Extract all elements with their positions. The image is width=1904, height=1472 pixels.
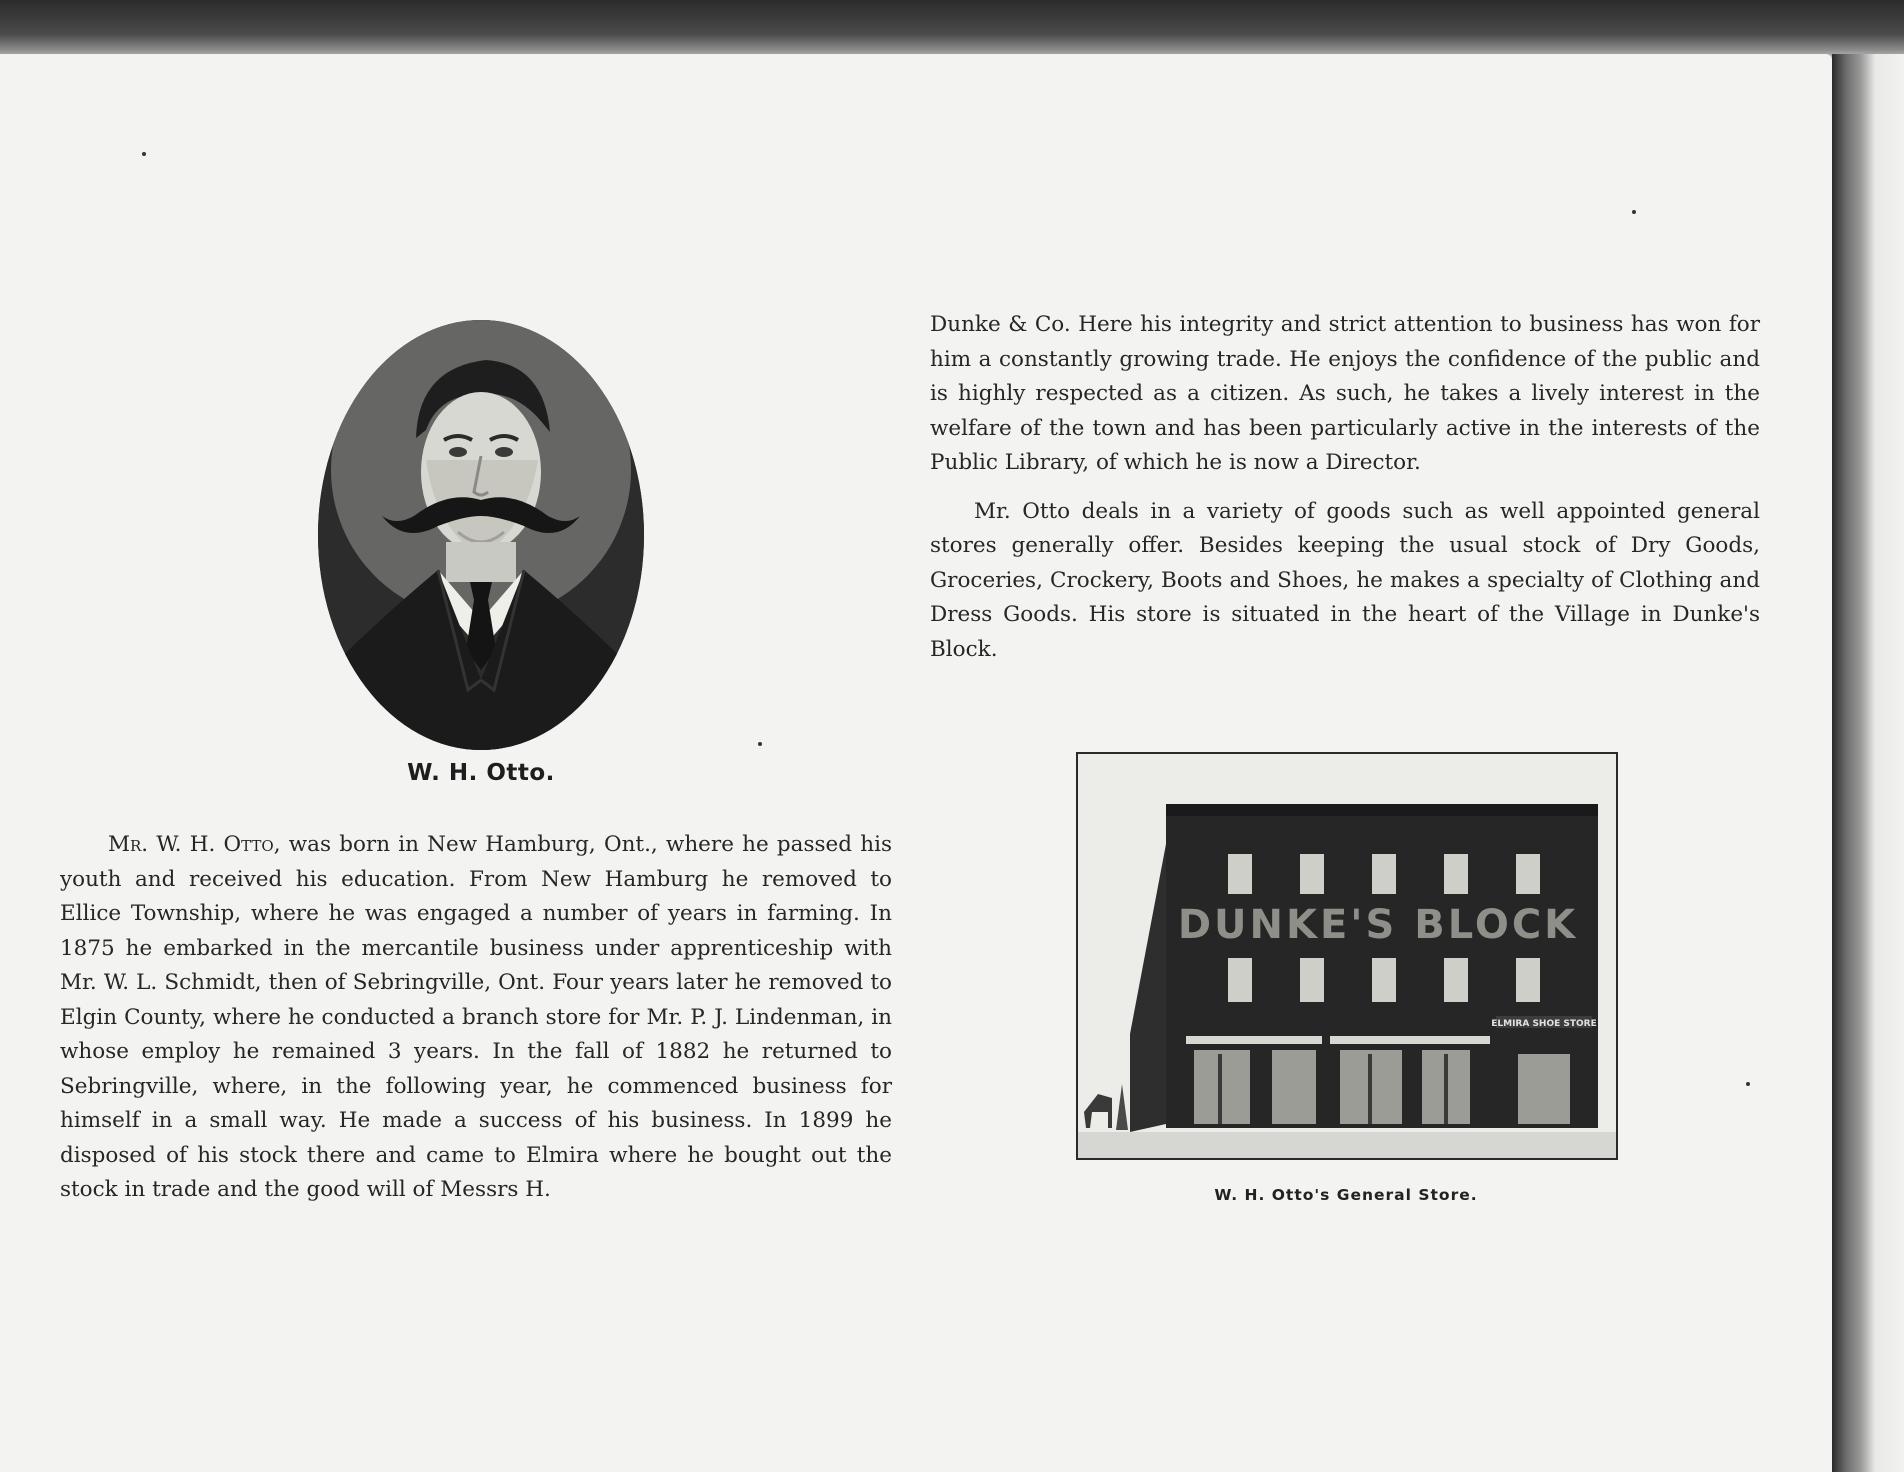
scan-speck <box>1632 210 1636 214</box>
shop-sign: ELMIRA SHOE STORE <box>1491 1019 1597 1029</box>
biography-paragraph <box>60 828 892 1208</box>
building-sign: DUNKE'S BLOCK <box>1177 902 1579 948</box>
biography-paragraph-continued: Dunke & Co. Here his integrity and strict attention to business has won for him a constantly growing trade. He enjoys the confidence of the public and is highly respected as a citizen. As such, he takes a lively interest in the welfare of the town and has been particularly active in the interests of the Public Library, of which he is now a Director. <box>930 312 1760 475</box>
scan-speck <box>142 152 146 156</box>
store-image <box>1078 754 1616 1158</box>
portrait-image <box>318 320 644 750</box>
portrait-photo-icon <box>318 320 644 750</box>
biography-left-body: , was born in New Hamburg, Ont., where he passed his youth and received his education. From New Hamburg he removed to Ellice Township, where he was engaged a number of years in farming. In 1875 he embarked in the mercantile business under apprenticeship with Mr. W. L. Schmidt, then of Sebringville, Ont. Four years later he removed to Elgin County, where he conducted a branch store for Mr. P. J. Lindenman, in whose employ he remained 3 years. In the fall of 1882 he returned to Sebringville, where, in the following year, he commenced business for himself in a small way. He made a success of his business. In 1899 he disposed of his stock there and came to Elmira where he bought out the stock in trade and the good will of Messrs H. <box>60 832 892 1202</box>
scan-speck <box>1746 1082 1750 1086</box>
scan-top-band <box>0 0 1904 62</box>
scan-speck <box>758 742 762 746</box>
store-caption: W. H. Otto's General Store. <box>1214 1186 1478 1204</box>
book-gutter <box>1832 54 1904 1472</box>
biography-lead-name: Mr. W. H. Otto <box>108 832 274 857</box>
biography-paragraph-goods: Mr. Otto deals in a variety of goods such as well appointed general stores generally offer. Besides keeping the usual stock of Dry Goods, Groceries, Crockery, Boots and Shoes, he makes a specialty of Clothing and Dress Goods. His store is situated in the heart of the Village in Dunke's Block. <box>930 498 1760 662</box>
store-building-photo-icon <box>1076 752 1618 1160</box>
biography-left-column <box>60 828 892 1208</box>
portrait-caption: W. H. Otto. <box>407 760 555 786</box>
biography-right-column <box>930 308 1760 667</box>
